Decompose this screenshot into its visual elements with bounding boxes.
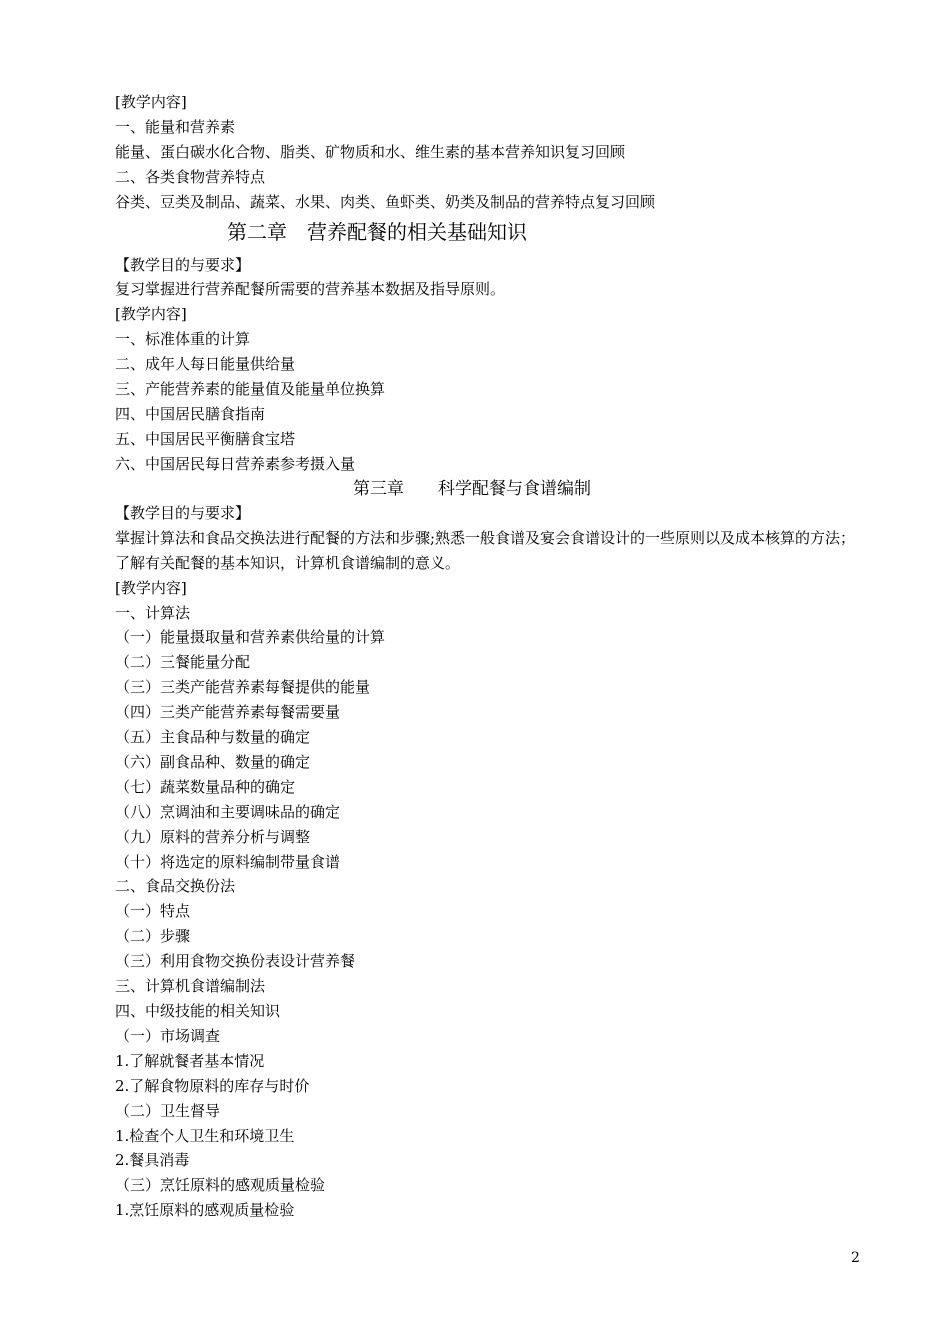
list-item: （五）主食品种与数量的确定 [115, 728, 311, 747]
content-header: [教学内容] [115, 305, 187, 324]
objectives-text: 掌握计算法和食品交换法进行配餐的方法和步骤;熟悉一般食谱及宴会食谱设计的一些原则以及成本核算的方法；了解有关配餐的基本知识，计算机食谱编制的意义。 [115, 528, 856, 572]
section-text: 谷类、豆类及制品、蔬菜、水果、肉类、鱼虾类、奶类及制品的营养特点复习回顾 [115, 192, 656, 211]
objectives-text: 复习掌握进行营养配餐所需要的营养基本数据及指导原则。 [115, 280, 506, 299]
objectives-header: 【教学目的与要求】 [115, 503, 251, 522]
list-item: 二、食品交换份法 [115, 877, 236, 896]
list-item: （十）将选定的原料编制带量食谱 [115, 852, 341, 871]
list-item: （二）三餐能量分配 [115, 653, 251, 672]
list-item: （七）蔬菜数量品种的确定 [115, 777, 296, 796]
list-item: （一）市场调查 [115, 1026, 221, 1045]
chapter-3-content-list [115, 601, 865, 1224]
document-body [115, 90, 865, 1223]
list-item: 1.烹饪原料的感观质量检验 [115, 1201, 295, 1220]
chapter-2-title: 第二章 营养配餐的相关基础知识 [227, 219, 527, 244]
list-item: 四、中级技能的相关知识 [115, 1002, 281, 1020]
list-item: 一、标准体重的计算 [115, 330, 251, 349]
list-item: 1.检查个人卫生和环境卫生 [115, 1126, 295, 1145]
list-item: 三、产能营养素的能量值及能量单位换算 [115, 380, 386, 399]
list-item: 一、计算法 [115, 603, 191, 622]
section-text: 能量、蛋白碳水化合物、脂类、矿物质和水、维生素的基本营养知识复习回顾 [115, 142, 626, 161]
page-number: 2 [851, 1250, 860, 1266]
list-item: 四、中国居民膳食指南 [115, 404, 266, 423]
content-header: [教学内容] [115, 578, 187, 597]
list-item: 1.了解就餐者基本情况 [115, 1051, 265, 1070]
list-item: （三）三类产能营养素每餐提供的能量 [115, 678, 371, 697]
list-item: （一）能量摄取量和营养素供给量的计算 [115, 628, 386, 647]
list-item: 三、计算机食谱编制法 [115, 977, 266, 996]
content-header: [教学内容] [115, 93, 187, 111]
list-item: （四）三类产能营养素每餐需要量 [115, 703, 341, 722]
list-item: （二）卫生督导 [115, 1101, 221, 1120]
list-item: （三）烹饪原料的感观质量检验 [115, 1176, 326, 1195]
section-heading: 二、各类食物营养特点 [115, 167, 266, 186]
section-heading: 一、能量和营养素 [115, 117, 236, 136]
list-item: 五、中国居民平衡膳食宝塔 [115, 429, 296, 448]
list-item: （三）利用食物交换份表设计营养餐 [115, 952, 356, 971]
list-item: （六）副食品种、数量的确定 [115, 752, 311, 771]
list-item: （一）特点 [115, 902, 191, 921]
list-item: 2.餐具消毒 [115, 1151, 190, 1170]
list-item: 六、中国居民每日营养素参考摄入量 [115, 454, 356, 473]
list-item: （二）步骤 [115, 927, 191, 946]
list-item: （九）原料的营养分析与调整 [115, 827, 311, 846]
objectives-header: 【教学目的与要求】 [115, 255, 251, 274]
list-item: 二、成年人每日能量供给量 [115, 355, 296, 374]
chapter-3-title: 第三章 科学配餐与食谱编制 [353, 478, 591, 499]
list-item: （八）烹调油和主要调味品的确定 [115, 802, 341, 821]
list-item: 2.了解食物原料的库存与时价 [115, 1076, 310, 1095]
